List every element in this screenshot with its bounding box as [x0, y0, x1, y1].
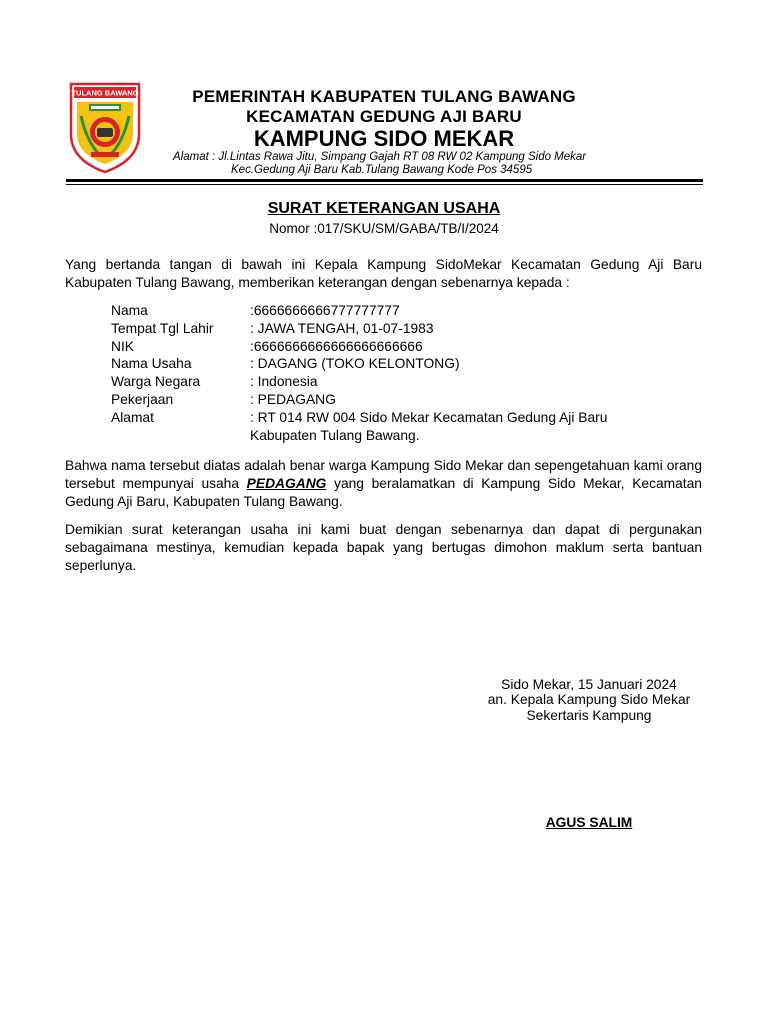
statement-text-part2: yang beralamatkan di Kampung Sido Mekar, Kecamatan Gedung Aji Baru, Kabupaten Tulang Bawang. — [65, 476, 702, 509]
identity-value: :6666666666777777777 — [250, 303, 400, 318]
identity-label: Nama — [111, 303, 148, 318]
closing-paragraph: Demikian surat keterangan usaha ini kami buat dengan sebenarnya dan dapat di pergunakan sebagaimana mestinya, kemudian kepada bapak yang bertugas dimohon maklum serta bantuan seperlunya. — [65, 522, 702, 573]
identity-value: : RT 014 RW 004 Sido Mekar Kecamatan Gedung Aji Baru — [250, 409, 608, 425]
identity-value: : DAGANG (TOKO KELONTONG) — [250, 356, 460, 372]
letterhead-address-line1: Alamat : Jl.Lintas Rawa Jitu, Simpang Gajah RT 08 RW 02 Kampung Sido Mekar — [173, 151, 587, 163]
letterhead-divider-thin — [66, 184, 703, 185]
signatory-name: AGUS SALIM — [545, 815, 633, 830]
statement-paragraph — [65, 457, 702, 511]
identity-address-continuation: Kabupaten Tulang Bawang. — [250, 427, 420, 443]
letterhead-district: KECAMATAN GEDUNG AJI BARU — [246, 107, 522, 126]
identity-label: Warga Negara — [111, 374, 201, 390]
signature-role-line1: an. Kepala Kampung Sido Mekar — [487, 692, 691, 707]
identity-value: :6666666666666666666666 — [250, 338, 423, 354]
identity-value: : PEDAGANG — [250, 391, 336, 407]
identity-label: NIK — [111, 338, 134, 354]
identity-label: Tempat Tgl Lahir — [111, 320, 214, 336]
identity-value: : JAWA TENGAH, 01-07-1983 — [250, 320, 434, 336]
letterhead-village: KAMPUNG SIDO MEKAR — [253, 126, 515, 151]
signature-place-date: Sido Mekar, 15 Januari 2024 — [501, 677, 677, 692]
intro-paragraph: Yang bertanda tangan di bawah ini Kepala Kampung SidoMekar Kecamatan Gedung Aji Baru Kabupaten Tulang Bawang, memberikan keterangan dengan sebenarnya kepada : — [65, 257, 702, 290]
logo-label: TULANG BAWANG — [71, 88, 139, 98]
letterhead-divider-thick — [66, 179, 703, 182]
business-type-emphasis: PEDAGANG — [246, 476, 327, 491]
document-number: Nomor :017/SKU/SM/GABA/TB/I/2024 — [269, 221, 499, 236]
letterhead-address-line2: Kec.Gedung Aji Baru Kab.Tulang Bawang Kode Pos 34595 — [231, 164, 533, 176]
identity-value: : Indonesia — [250, 374, 318, 390]
signature-role-line2: Sekertaris Kampung — [526, 708, 652, 723]
identity-label: Alamat — [111, 409, 154, 425]
statement-text-part1: Bahwa nama tersebut diatas adalah benar warga Kampung Sido Mekar dan sepengetahuan kami orang tersebut mempunyai usaha — [65, 458, 702, 491]
identity-label: Nama Usaha — [111, 356, 192, 372]
letterhead-government: PEMERINTAH KABUPATEN TULANG BAWANG — [192, 87, 576, 106]
identity-label: Pekerjaan — [111, 391, 174, 407]
document-title: SURAT KETERANGAN USAHA — [267, 200, 501, 217]
